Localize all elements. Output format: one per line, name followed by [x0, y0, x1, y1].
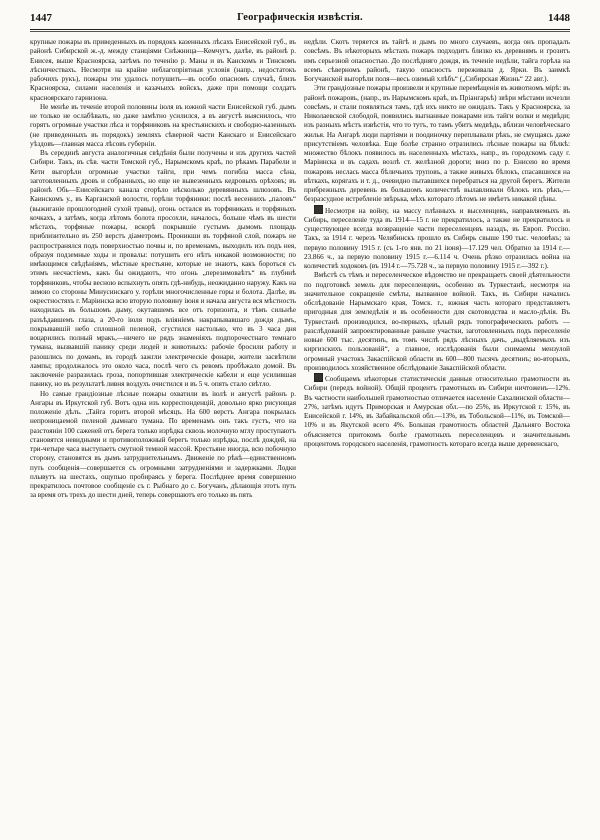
- paragraph: крупные пожары въ приведенныхъ въ порядокъ казенныхъ лѣсахъ Енисейской губ., въ районѣ Сибирской ж.-д. между станціями Снѣжница—Кемчугъ, далѣе, въ районѣ р. Енисея, выше Красноярска, затѣмъ по теченію р. Маны и въ Канскомъ и Тинскомъ лѣсничествахъ. Несмотря на крайне неблагопріятныя условія (напр., недостатокъ рабочихъ рукъ), пожары эти удалось потушить—въ особо опасномъ случаѣ, близъ Красноярска, силами населенія и казачьихъ войскъ, даже при помощи солдатъ красноярскаго гарнизона.: [30, 38, 296, 102]
- page-number-right: 1448: [548, 12, 570, 24]
- header-rule-secondary: [30, 31, 570, 32]
- header-rule: [30, 29, 570, 30]
- paragraph-text: Сообщаемъ нѣкоторыя статистическія данныя относительно грамотности въ Сибири (передъ войной). Общій процентъ грамотныхъ въ Сибири ничтоженъ—12%. Въ частности наибольшей грамотностью отличается населеніе Сахалинской области—27%, затѣмъ идутъ Приморская и Амурская обл.—по 25%, въ Иркутской г. 15%, въ Енисейской г. 14%, въ Забайкальской обл.—13%, въ Тобольской—11%, въ Томской—10% и въ Якутской всего 4%. Большая грамотность областей Дальняго Востока объясняется притокомъ болѣе грамотныхъ переселенцевъ и значительнымъ процентомъ городского населенія, грамотность котораго всегда выше деревенскаго,: [304, 375, 570, 448]
- left-column: [30, 38, 296, 834]
- paragraph: Въ серединѣ августа аналогичныя свѣдѣнія были получены и изъ другихъ частей Сибири. Такъ, въ сѣв. части Томской губ., Нарымскомъ краѣ, по рѣкамъ Парабели и Кети выгорѣли огромные участки тайги, при чемъ погибла масса сѣна, заготовленныхъ дровъ и собранныхъ, но еще не вывезенныхъ кедровыхъ орѣховъ; въ районѣ Обь—Енисейскаго канала сгорѣло нѣсколько деревянныхъ шлюзовъ. Въ Каинскомъ у., въ Карганской волости, горѣли торфяники: послѣ весеннихъ „паловъ“ (выжиганіе прошлогодней сухой травы), огонь остался въ торфяникахъ и торфяныхъ кочкахъ, а затѣмъ, когда лѣтомъ болота просохли, началось, больше чѣмъ въ шести мѣстахъ, торфяные пожары, вскорѣ покрывшіе густымъ дымомъ площадь приблизительно въ 250 верстъ діаметромъ. Проникши въ торфяной слой, пожаръ не распространялся подъ поверхностью почвы и, по временамъ, выходилъ изъ подъ нея, образуя подземные ходы и провалы: потушить его нѣтъ никакой возможности; по имѣющимся свѣдѣніямъ, мѣстные крестьяне, которые не знаютъ, какъ бороться съ этимъ несчастіемъ, какъ бы ожидаютъ, что огонь „перезимоваѣтъ“ въ глубинѣ торфяниковъ, чтобы весною вспыхнуть опять гдѣ-нибудь, неожиданно наружу. Какъ на зимою со стороны Минусинскаго у. горѣли многочисленные горы и болота. Далѣе, въ окрестностяхъ г. Маріинска всю вторую половину іюня и начала августа вся мѣстность находилась въ большомъ дыму, окутавшемъ все отъ горизонта, и тѣмъ сильнѣе разъѣдавшемъ глаза, а 20-го іюля подъ вліяніемъ накрапывавшаго дождя дымъ, покрывавшій небо сплошной пеленой, сгустился настолько, что въ 3 часа дня воцарились полный мракъ,—ничего не рядъ знаменіяхъ подпорочестнаго темнаго тумана, вызвавшій панику среди людей и животныхъ: рабочіе бросили работу и разошлись по домамъ, въ городѣ зажгли электрическіе фонари, жители засвѣтили лампы; продолжалось это около часа, послѣ чего съ ревомъ пробѣжало домой. Въ заключеніе разразилась гроза, попортившая электрическіе кабели и еще усилившая панику, но въ результатѣ ливня воздухъ очистился и въ 5 ч. опять стало свѣтло.: [30, 149, 296, 389]
- page-number-left: 1447: [30, 12, 52, 24]
- paragraph: недѣли. Скотъ теряется въ тайгѣ и дымъ по много случаевъ, когда онъ пропадалъ совсѣмъ. Въ нѣкоторыхъ мѣстахъ пожаръ подходитъ близко къ деревнямъ и грозитъ имъ серьезной опасностью. До послѣдняго дождя, въ теченіе недѣли, тайга горѣла на всемъ сѣверномъ районѣ, такую опасность переживала д. Ярки. Въ заимкѣ Богучанской выгорѣли поля—весь озимый хлѣбъ“ („Сибирская Жизнь“ 22 авг.).: [304, 38, 570, 83]
- running-title: Географическія извѣстія.: [237, 12, 363, 23]
- page-header: [30, 12, 570, 26]
- right-column: [304, 38, 570, 834]
- paragraph: Но самые грандіозные лѣсные пожары охватили въ іюлѣ и августѣ районъ р. Ангары въ Иркутской губ. Вотъ одна изъ корреспонденцій, довольно ярко рисующая положеніе дѣлъ. „Тайга горитъ второй мѣсяцъ. На 600 верстъ Ангара покрылась непроницаемой пеленой дымнаго тумана. По временамъ онъ такъ густъ, что на разстояніи 100 саженей отъ берега только изрѣдка сквозь молочную мглу проступаютъ становятся невидными и противоположный берегъ только изрѣдка, послѣ дождей, на три-четыре часа выступаетъ смутной темной массой. Крестьяне иногда, всю побочную сторону, становятся въ дымъ затруднительнымъ. Движеніе по рѣкѣ—единственномъ путь сообщенія—совершается съ огромными затрудненіями и задержками. Лодки плывутъ на шестахъ, ощупью пробираясь у берега. Послѣднее время совершенно прекратилось почтовое сообщеніе съ г. Рыбнаго до с. Богучанъ, дѣлающія этотъ путь за время отъ трехъ до шести дней, теперь совершаютъ его только въ пять: [30, 389, 296, 500]
- section-paragraph: [304, 373, 570, 449]
- paragraph-text: Несмотря на войну, на массу плѣнныхъ и выселенцевъ, направляемыхъ въ Сибирь, переселеніе туда въ 1914—15 г. не прекратилось, а также не прекратилось и существующее всегда возвращеніе части переселенцевъ назадъ, въ Европ. Россію. Такъ, за 1914 г. черезъ Челябинскъ прошло въ Сибирь свыше 190 тыс. человѣкъ; за первую половину 1915 г. (съ 1-го янв. по 21 іюня)—17.129 чел. Обратно за 1914 г.—23.866 ч., за первую половину 1915 г.—6.114 ч. Очень рѣзко отразилась война на количествѣ ходоковъ (въ 1914 г.—75.728 ч., за первую половину 1915 г.—392 г.).: [304, 206, 570, 270]
- section-paragraph: [304, 205, 570, 272]
- section-marker-icon: [314, 373, 323, 382]
- paragraph: Эти грандіозные пожары произвели и крупные перемѣщенія въ животномъ мірѣ: въ районѣ пожаровъ, (напр., въ Нарымскомъ краѣ, въ Пріангарьѣ) звѣри мѣстами исчезли совсѣмъ, и стали появляться тамъ, гдѣ ихъ никто не ожидалъ. Такъ у Красноярска, за Николаевской слободой, появились выгнанные пожарами изъ тайги волки и медвѣди; изъ разныхъ мѣстъ извѣстія, что то тутъ, то тамъ убитъ медвѣдь, вблизи человѣческаго жилья. На Ангарѣ люди партіями и поодиночку переплывали рѣкъ, не смущаясь даже присутствіемъ человѣка. Еще болѣе странно отразились лѣсные пожары на бѣлкѣ: множество бѣлокъ появилось въ населенныхъ мѣстахъ, напр., въ городскомъ саду г. Маріинска и въ садахъ возлѣ ст. желѣзной дороги; вниз по р. Енисею во время пожаровъ неслась масса бѣличьихъ труповъ, а также живыхъ бѣлокъ, спасавшихся на вѣткахъ, корягахъ и т. д., очевидно пытавшихся перебраться на другой берегъ. Жители прибрежныхъ деревень въ большомъ количествѣ вылавливали бѣлокъ изъ рѣкъ,—безразсудное истребленіе звѣрька, мѣхъ котораго лѣтомъ не имѣетъ никакой цѣны.: [304, 84, 570, 204]
- section-marker-icon: [314, 205, 323, 214]
- paragraph: Вмѣстѣ съ тѣмъ и переселенческое вѣдомство не прекращаетъ своей дѣятельности по подготовкѣ земель для переселенцевъ, особенно въ Туркестанѣ, несмотря на значительное сокращеніе смѣты, вызванное войной. Такъ, въ Сибири начались обслѣдованіе Нарымскаго края, Томск. г., южная часть котораго представляетъ пригодныя для земледѣлія и въ особенности для скотоводства и масло-дѣлія. Въ Туркестанѣ производился, во-первыхъ, цѣлый рядъ топографическихъ работъ — разслѣдованій запроектированные раньше участки, заготовленныхъ подъ переселеніе новые 600 тыс. десятинъ, въ томъ числѣ рядъ лѣсныхъ дачъ, „выдѣляемыхъ изъ киргизскихъ пользованій“, а главное, изслѣдованія были снимаемы мензулой огромный участокъ Закаспійской области въ 600—800 тысячъ десятинъ; во-вторыхъ, производилось хозяйственное обслѣдованіе Закаспійской области.: [304, 271, 570, 372]
- paragraph: Не менѣе въ теченіе второй половины іюля въ южной части Енисейской губ. дымъ не только не ослабѣвалъ, но даже замѣтно усилился, а въ августѣ выяснилось, что горятъ огромные участки лѣса и торфяниковъ на крестьянскихъ и свободно-казенныхъ (не приведенныхъ въ порядокъ) земляхъ сѣверной части Канскаго и Енисейскаго уѣздовъ—главная масса лѣсовъ губерніи.: [30, 102, 296, 148]
